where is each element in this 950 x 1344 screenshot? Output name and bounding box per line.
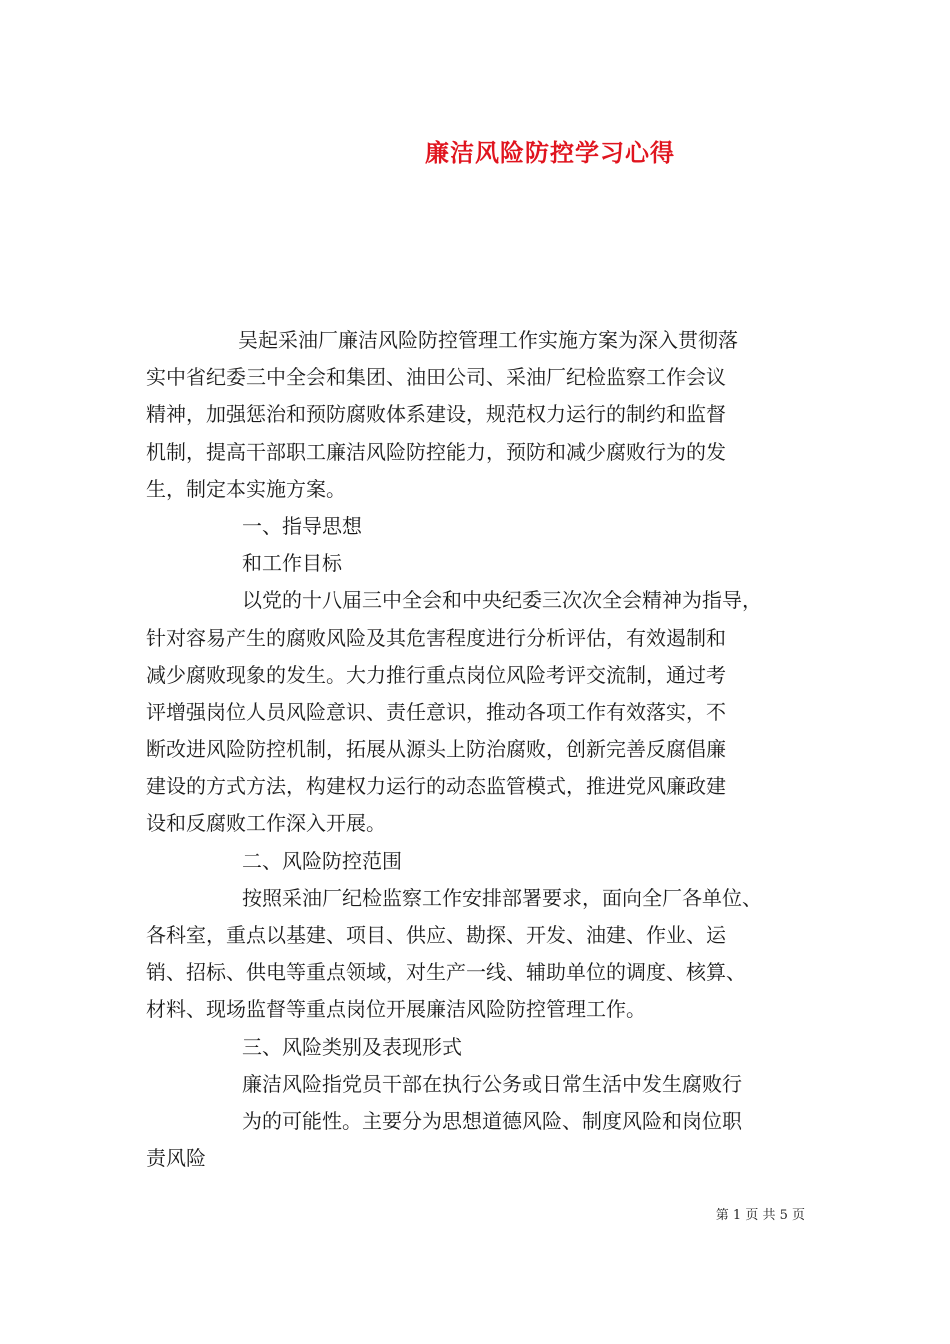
page-number-footer: 第 1 页 共 5 页 [715, 1208, 805, 1223]
body-line: 廉洁风险指党员干部在执行公务或日常生活中发生腐败行 [242, 1071, 742, 1096]
body-line: 为的可能性。主要分为思想道德风险、制度风险和岗位职 [242, 1108, 742, 1133]
body-line: 吴起采油厂廉洁风险防控管理工作实施方案为深入贯彻落 [238, 328, 738, 352]
document-title: 廉洁风险防控学习心得 [425, 138, 675, 167]
body-line: 断改进风险防控机制，拓展从源头上防治腐败，创新完善反腐倡廉 [146, 737, 726, 762]
body-line: 责风险 [146, 1146, 206, 1171]
body-line: 材料、现场监督等重点岗位开展廉洁风险防控管理工作。 [146, 997, 646, 1022]
body-line: 建设的方式方法，构建权力运行的动态监管模式，推进党风廉政建 [146, 774, 726, 799]
body-line: 各科室，重点以基建、项目、供应、勘探、开发、油建、作业、运 [146, 923, 726, 947]
section-heading-1-cont: 和工作目标 [242, 551, 342, 576]
body-line: 以党的十八届三中全会和中央纪委三次次全会精神为指导， [242, 588, 762, 613]
body-line: 减少腐败现象的发生。大力推行重点岗位风险考评交流制，通过考 [146, 662, 726, 687]
document-body [146, 322, 816, 1177]
body-line: 针对容易产生的腐败风险及其危害程度进行分析评估，有效遏制和 [146, 625, 726, 650]
body-line: 销、招标、供电等重点领域，对生产一线、辅助单位的调度、核算、 [146, 960, 746, 985]
body-line: 精神，加强惩治和预防腐败体系建设，规范权力运行的制约和监督 [146, 402, 726, 427]
section-heading-1: 一、指导思想 [242, 513, 362, 538]
body-line: 按照采油厂纪检监察工作安排部署要求，面向全厂各单位、 [242, 885, 762, 910]
body-line: 评增强岗位人员风险意识、责任意识，推动各项工作有效落实，不 [146, 699, 726, 724]
body-line: 设和反腐败工作深入开展。 [146, 811, 386, 836]
section-heading-3: 三、风险类别及表现形式 [242, 1034, 462, 1059]
body-line: 生，制定本实施方案。 [146, 476, 346, 501]
section-heading-2: 二、风险防控范围 [242, 848, 402, 873]
body-line: 机制，提高干部职工廉洁风险防控能力，预防和减少腐败行为的发 [146, 439, 726, 464]
body-line: 实中省纪委三中全会和集团、油田公司、采油厂纪检监察工作会议 [146, 365, 726, 390]
